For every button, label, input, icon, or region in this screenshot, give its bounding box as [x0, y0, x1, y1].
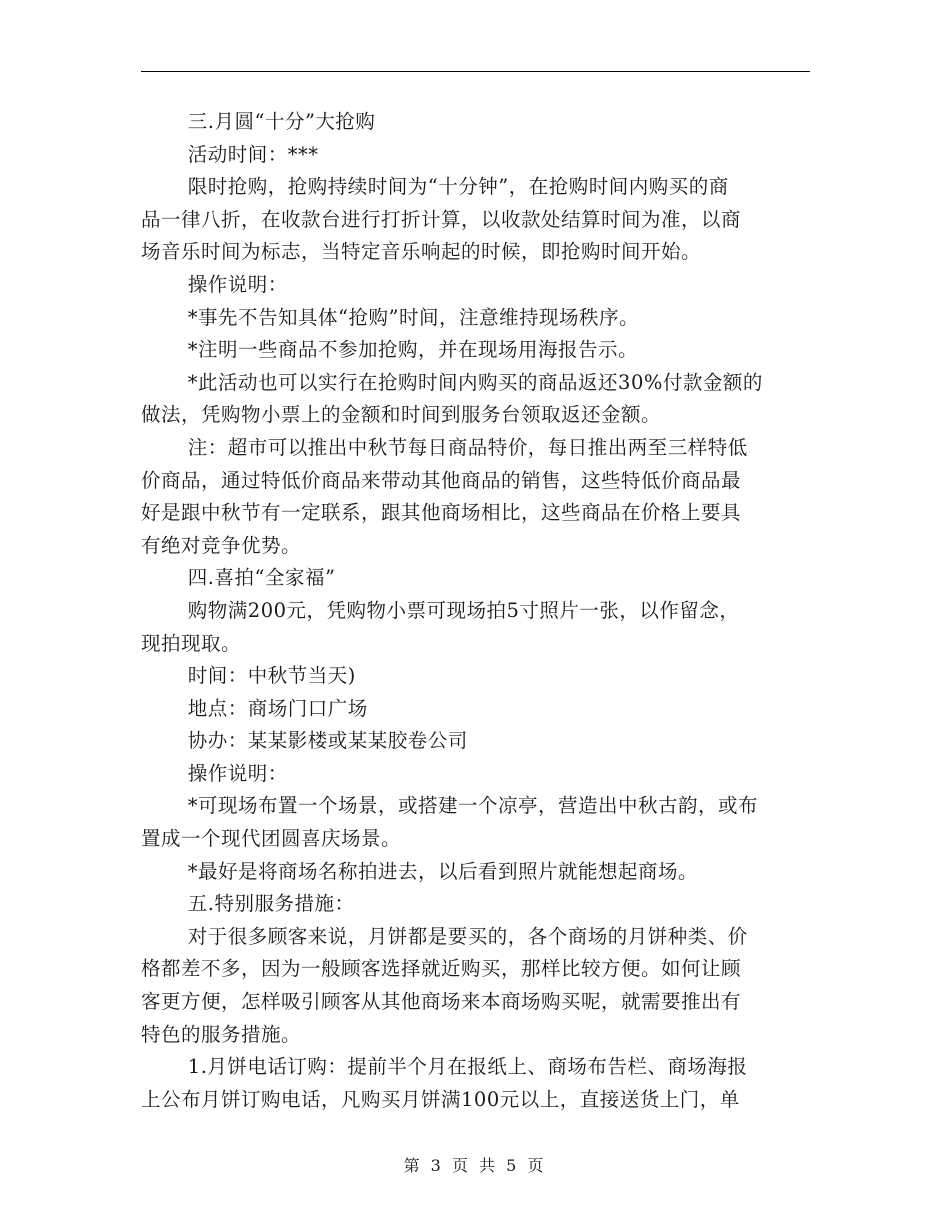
paragraph [141, 334, 810, 367]
text-line: 对于很多顾客来说，月饼都是要买的，各个商场的月饼种类、价 [187, 924, 748, 948]
text-line: 品一律八折，在收款台进行打折计算，以收款处结算时间为准，以商 [141, 207, 742, 231]
paragraph [141, 725, 810, 758]
paragraph [141, 562, 810, 595]
text-line: *最好是将商场名称拍进去，以后看到照片就能想起商场。 [187, 859, 699, 883]
text-line: 购物满200元，凭购物小票可现场拍5寸照片一张，以作留念， [187, 598, 740, 622]
text-line: 注：超市可以推出中秋节每日商品特价，每日推出两至三样特低 [187, 435, 748, 459]
text-line: 限时抢购，抢购持续时间为“十分钟”，在抢购时间内购买的商 [187, 175, 729, 199]
text-line: 1.月饼电话订购：提前半个月在报纸上、商场布告栏、商场海报 [187, 1055, 748, 1079]
text-line: 格都差不多，因为一般顾客选择就近购买，那样比较方便。如何让顾 [141, 957, 742, 981]
text-line: 好是跟中秋节有一定联系，跟其他商场相比，这些商品在价格上要具 [141, 501, 742, 525]
text-line: 操作说明： [187, 272, 288, 296]
paragraph [141, 106, 810, 139]
paragraph [141, 171, 810, 269]
text-line: 四.喜拍“全家福” [187, 566, 336, 590]
text-line: *事先不告知具体“抢购”时间，注意维持现场秩序。 [187, 305, 639, 329]
text-line: 协办：某某影楼或某某胶卷公司 [187, 729, 468, 753]
text-line: 时间：中秋节当天) [187, 664, 356, 688]
paragraph [141, 1051, 810, 1116]
text-line: 做法，凭购物小票上的金额和时间到服务台领取返还金额。 [141, 403, 662, 427]
paragraph [141, 693, 810, 726]
paragraph [141, 595, 810, 660]
paragraph [141, 888, 810, 921]
paragraph [141, 758, 810, 791]
text-line: *可现场布置一个场景，或搭建一个凉亭，营造出中秋古韵，或布 [187, 794, 759, 818]
text-line: 三.月圆“十分”大抢购 [187, 110, 376, 133]
text-line: 五.特别服务措施： [187, 892, 355, 916]
text-line: 场音乐时间为标志，当特定音乐响起的时候，即抢购时间开始。 [141, 240, 702, 264]
text-line: *注明一些商品不参加抢购，并在现场用海报告示。 [187, 338, 639, 362]
text-line: 地点：商场门口广场 [187, 696, 368, 720]
text-line: 活动时间：*** [187, 142, 319, 166]
page-number: 第 3 页 共 5 页 [403, 1156, 547, 1175]
document-body [141, 106, 810, 1116]
text-line: 上公布月饼订购电话，凡购买月饼满100元以上，直接送货上门，单 [141, 1087, 740, 1111]
paragraph [141, 269, 810, 302]
paragraph [141, 921, 810, 1051]
paragraph [141, 660, 810, 693]
paragraph [141, 856, 810, 889]
text-line: 价商品，通过特低价商品来带动其他商品的销售，这些特低价商品最 [141, 468, 742, 492]
paragraph [141, 432, 810, 562]
text-line: 特色的服务措施。 [141, 1022, 302, 1046]
paragraph [141, 139, 810, 172]
text-line: 置成一个现代团圆喜庆场景。 [141, 827, 402, 851]
header-rule [141, 71, 810, 72]
paragraph [141, 302, 810, 335]
paragraph [141, 367, 810, 432]
text-line: *此活动也可以实行在抢购时间内购买的商品返还30%付款金额的 [187, 370, 763, 394]
text-line: 现拍现取。 [141, 631, 242, 655]
paragraph [141, 790, 810, 855]
text-line: 客更方便，怎样吸引顾客从其他商场来本商场购买呢，就需要推出有 [141, 990, 742, 1014]
text-line: 操作说明： [187, 761, 288, 785]
text-line: 有绝对竞争优势。 [141, 533, 302, 557]
